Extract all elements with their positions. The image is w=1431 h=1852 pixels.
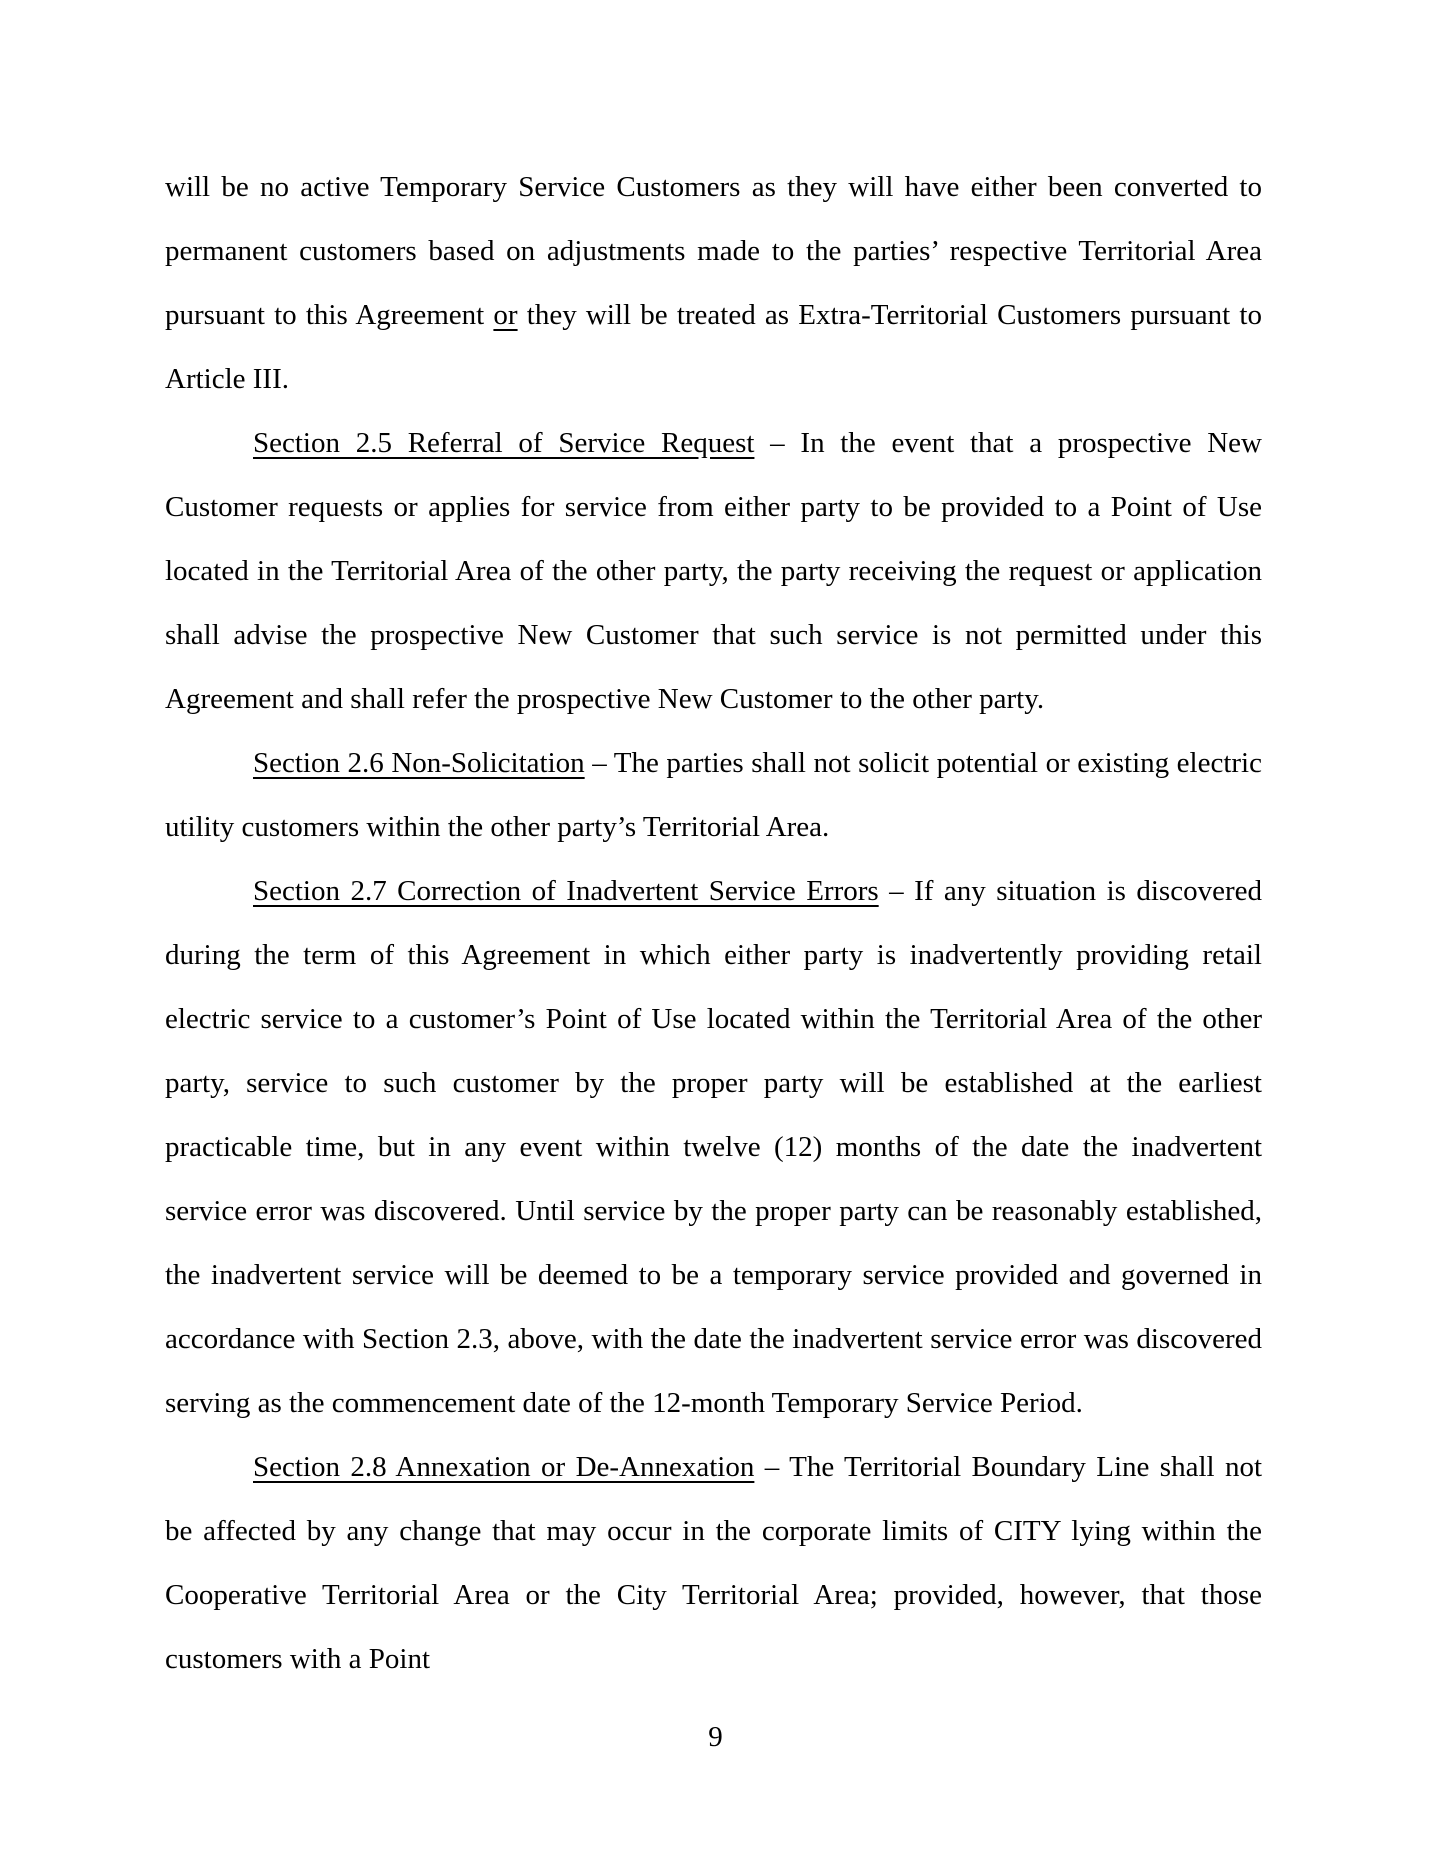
- paragraph-section-2-5: [165, 411, 1262, 731]
- underlined-text-run: Section 2.5 Referral of Service Request: [253, 427, 755, 459]
- underlined-text-run: or: [493, 299, 518, 331]
- underlined-text-run: Section 2.7 Correction of Inadvertent Service Errors: [253, 875, 879, 907]
- text-run: – The Territorial Boundary Line shall not be affected by any change that may occur in the corporate limits of CITY lying within the Cooperative Territorial Area or the City Territorial Area; provided, however, that those customers with a Point: [165, 1451, 1263, 1675]
- underlined-text-run: Section 2.6 Non-Solicitation: [253, 747, 585, 779]
- text-run: they will be treated as Extra-Territorial Customers pursuant to Article III.: [165, 299, 1262, 395]
- paragraph-section-2-6: [165, 731, 1262, 859]
- text-run: – In the event that a prospective New Customer requests or applies for service from either party to be provided to a Point of Use located in the Territorial Area of the other party, the party receiving the request or application shall advise the prospective New Customer that such service is not permitted under this Agreement and shall refer the prospective New Customer to the other party.: [165, 427, 1262, 715]
- paragraph-continuation: [165, 155, 1262, 411]
- underlined-text-run: Section 2.8 Annexation or De-Annexation: [253, 1451, 755, 1483]
- text-run: – The parties shall not solicit potential or existing electric utility customers within the other party’s Territorial Area.: [165, 747, 1262, 843]
- text-run: will be no active Temporary Service Customers as they will have either been converted to permanent customers based on adjustments made to the parties’ respective Territorial Area pursuant to this Agreement: [165, 171, 1262, 331]
- paragraph-section-2-8: [165, 1435, 1262, 1691]
- text-run: – If any situation is discovered during the term of this Agreement in which either party is inadvertently providing retail electric service to a customer’s Point of Use located within the Territorial Area of the other party, service to such customer by the proper party will be established at the earliest practicable time, but in any event within twelve (12) months of the date the inadvertent service error was discovered. Until service by the proper party can be reasonably established, the inadvertent service will be deemed to be a temporary service provided and governed in accordance with Section 2.3, above, with the date the inadvertent service error was discovered serving as the commencement date of the 12-month Temporary Service Period.: [165, 875, 1262, 1419]
- paragraph-section-2-7: [165, 859, 1262, 1435]
- document-body: [165, 155, 1262, 1691]
- page-number: 9: [708, 1721, 723, 1753]
